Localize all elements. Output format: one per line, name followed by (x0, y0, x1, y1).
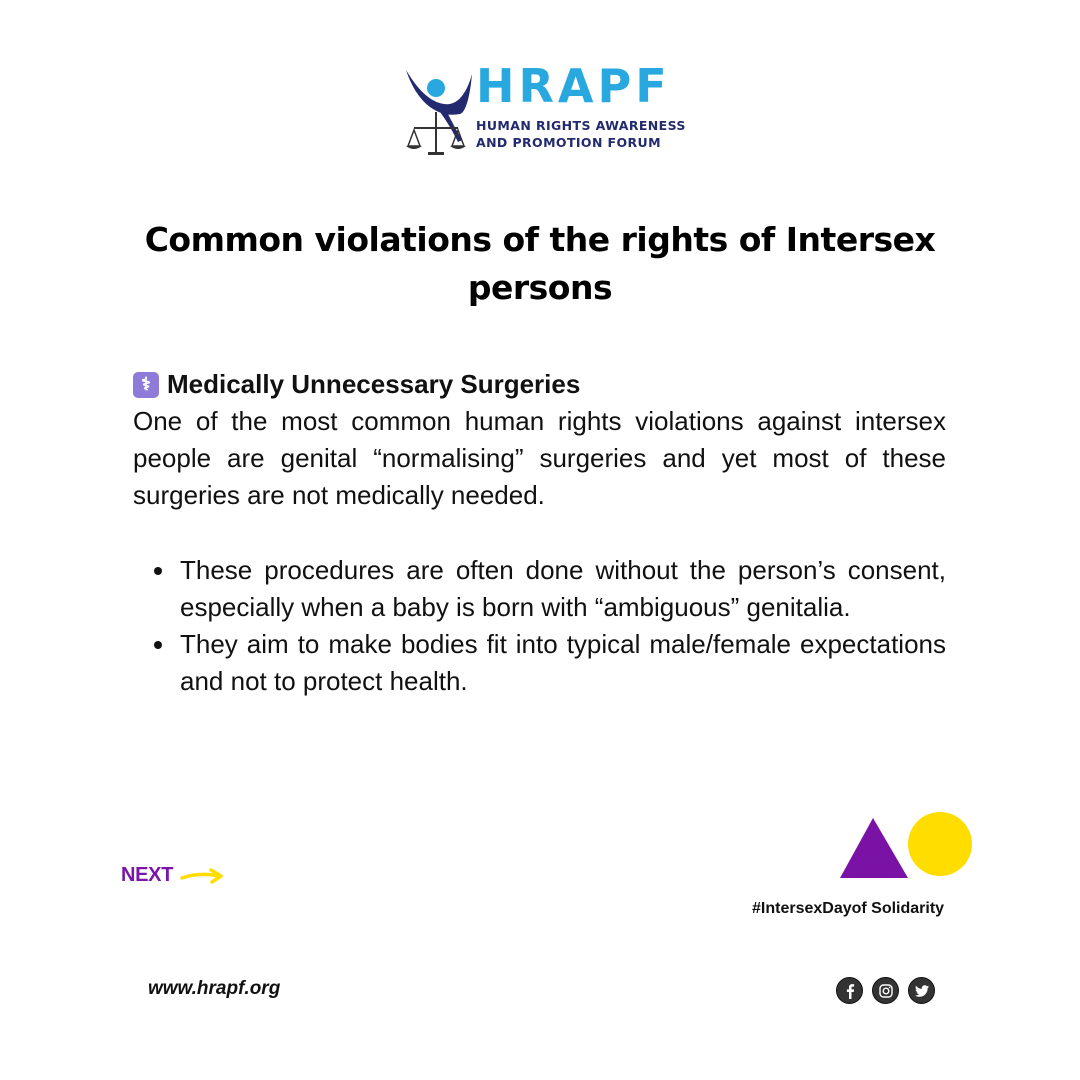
logo-mark-icon (400, 66, 474, 158)
section-paragraph: One of the most common human rights violations against intersex people are genital “normalising” surgeries and yet most of these surgeries are not medically needed. (133, 406, 946, 510)
medical-caduceus-icon: ⚕ (133, 372, 159, 398)
section-heading: Medically Unnecessary Surgeries (167, 369, 581, 399)
bullet-item: These procedures are often done without the person’s consent, especially when a baby is born with “ambiguous” genitalia. (133, 552, 946, 626)
section-heading-row (133, 366, 946, 403)
purple-triangle-icon (840, 818, 908, 878)
logo-acronym: HRAPF (476, 59, 671, 113)
logo-tagline-2: AND PROMOTION FORUM (476, 135, 661, 150)
hashtag-text: #IntersexDayof Solidarity (752, 900, 945, 917)
website-link[interactable]: www.hrapf.org (148, 978, 281, 999)
twitter-icon[interactable] (908, 977, 935, 1004)
bullet-item: They aim to make bodies fit into typical male/female expectations and not to protect health. (133, 626, 946, 700)
instagram-icon[interactable] (872, 977, 899, 1004)
page-title: Common violations of the rights of Intersex persons (144, 220, 936, 307)
decorative-shapes (838, 810, 978, 880)
logo-tagline-1: HUMAN RIGHTS AWARENESS (476, 118, 686, 133)
yellow-circle-icon (908, 812, 972, 876)
bullet-list (133, 552, 946, 700)
social-icons (836, 977, 935, 1004)
next-label: NEXT (121, 864, 174, 886)
hrapf-logo (400, 59, 690, 162)
facebook-icon[interactable] (836, 977, 863, 1004)
arrow-right-icon (179, 866, 225, 886)
content-section (133, 366, 946, 700)
next-button[interactable] (121, 864, 225, 887)
